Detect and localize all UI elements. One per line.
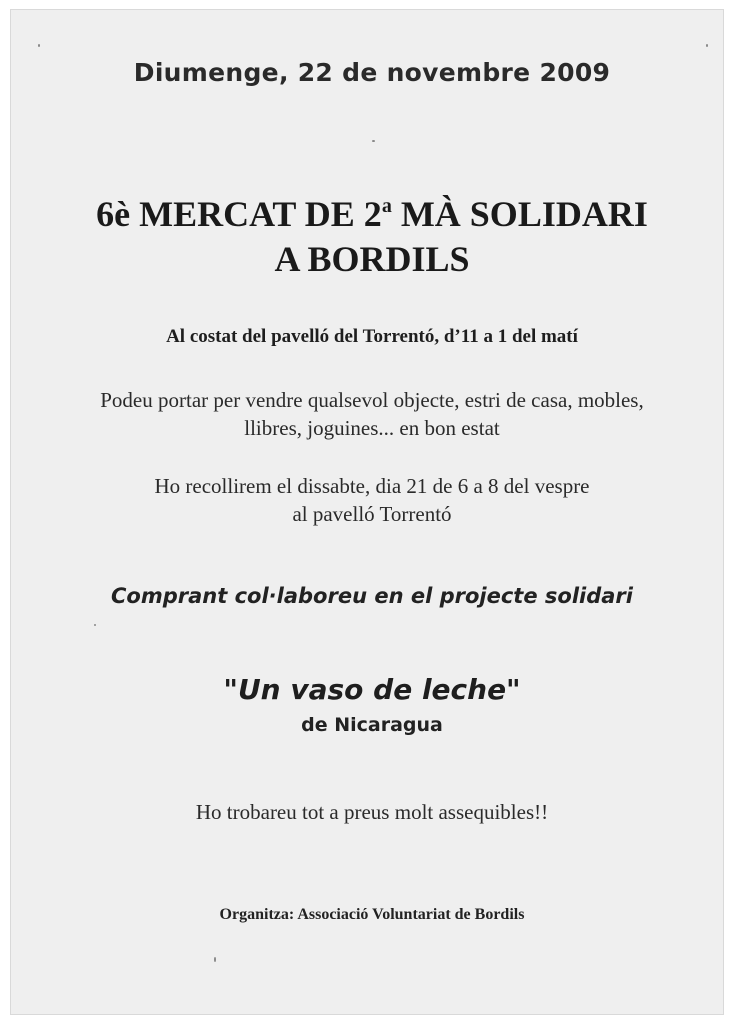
paper-speck <box>94 624 96 626</box>
collaboration-line: Comprant col·laboreu en el projecte solidari <box>111 584 633 608</box>
bring-items-line-2: llibres, joguines... en bon estat <box>244 416 500 440</box>
event-location: Al costat del pavelló del Torrentó, d’11 a 1 del matí <box>166 326 578 347</box>
event-title-line-1 <box>0 193 744 235</box>
title-suffix: MÀ SOLIDARI <box>391 194 648 234</box>
project-name: "Un vaso de leche" <box>223 673 521 706</box>
prices-line: Ho trobareu tot a preus molt assequibles!! <box>195 800 549 824</box>
paper-speck <box>706 44 708 47</box>
collection-line-1: Ho recollirem el dissabte, dia 21 de 6 a 8 del vespre <box>154 474 590 498</box>
collection-line-2: al pavelló Torrentó <box>292 502 452 526</box>
project-country: de Nicaragua <box>301 714 443 736</box>
paper-speck <box>214 957 216 962</box>
organizer-line: Organitza: Associació Voluntariat de Bordils <box>219 906 525 923</box>
title-superscript: a <box>381 195 392 217</box>
title-prefix: 6è MERCAT DE 2 <box>96 194 382 234</box>
event-title-line-2: A BORDILS <box>274 239 470 279</box>
event-date: Diumenge, 22 de novembre 2009 <box>133 58 611 87</box>
bring-items-line-1: Podeu portar per vendre qualsevol objecte, estri de casa, mobles, <box>100 388 644 412</box>
paper-speck <box>372 140 375 142</box>
paper-speck <box>38 44 40 47</box>
